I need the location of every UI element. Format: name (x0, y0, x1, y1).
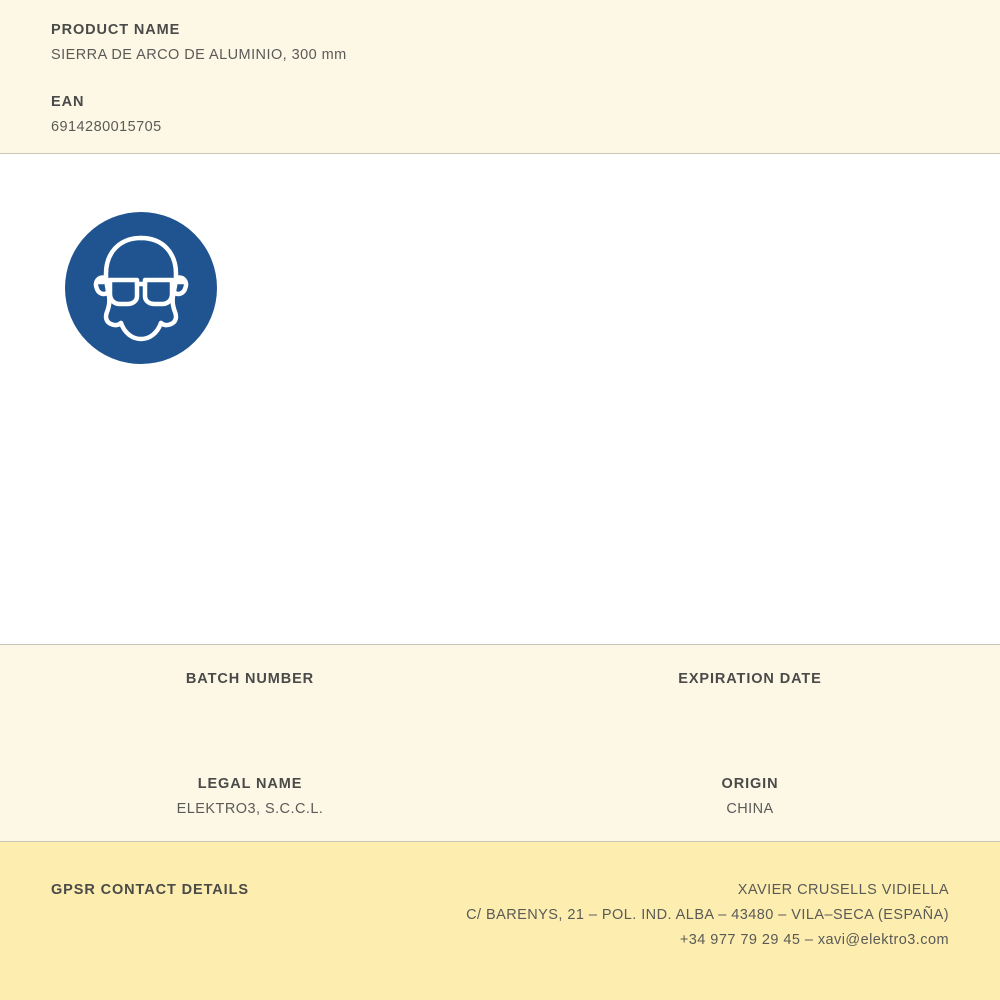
gpsr-contact-phone-email[interactable]: +34 977 79 29 45 – xavi@elektro3.com (679, 932, 949, 948)
ean-group (51, 94, 950, 135)
details-row-legal-origin (0, 776, 1000, 819)
gpsr-footer (0, 842, 1000, 1000)
product-name-label: PRODUCT NAME (51, 22, 181, 38)
batch-number-label: BATCH NUMBER (185, 671, 315, 687)
expiration-date-label: EXPIRATION DATE (678, 671, 822, 687)
details-row-batch-expiration (0, 671, 1000, 714)
eye-protection-mandatory-icon (65, 212, 217, 364)
product-name-value: SIERRA DE ARCO DE ALUMINIO, 300 mm (51, 47, 347, 63)
batch-number-value (20, 696, 480, 714)
legal-name-label: LEGAL NAME (197, 776, 303, 792)
product-header (0, 0, 1000, 154)
batch-number-cell (0, 671, 500, 714)
origin-cell (500, 776, 1000, 819)
product-name-group (51, 22, 950, 63)
legal-name-value: ELEKTRO3, S.C.C.L. (176, 801, 324, 817)
gpsr-contact-address: C/ BARENYS, 21 – POL. IND. ALBA – 43480 – VILA–SECA (ESPAÑA) (466, 907, 949, 923)
ean-label: EAN (51, 94, 85, 110)
origin-value: CHINA (726, 801, 774, 817)
gpsr-contact-details (466, 866, 949, 948)
details-section (0, 645, 1000, 842)
legal-name-cell (0, 776, 500, 819)
expiration-date-value (520, 696, 980, 714)
gpsr-contact-name: XAVIER CRUSELLS VIDIELLA (737, 882, 949, 898)
origin-label: ORIGIN (721, 776, 779, 792)
pictogram-area (0, 154, 1000, 645)
ean-value: 6914280015705 (51, 119, 162, 135)
expiration-date-cell (500, 671, 1000, 714)
gpsr-contact-label: GPSR CONTACT DETAILS (51, 882, 249, 898)
